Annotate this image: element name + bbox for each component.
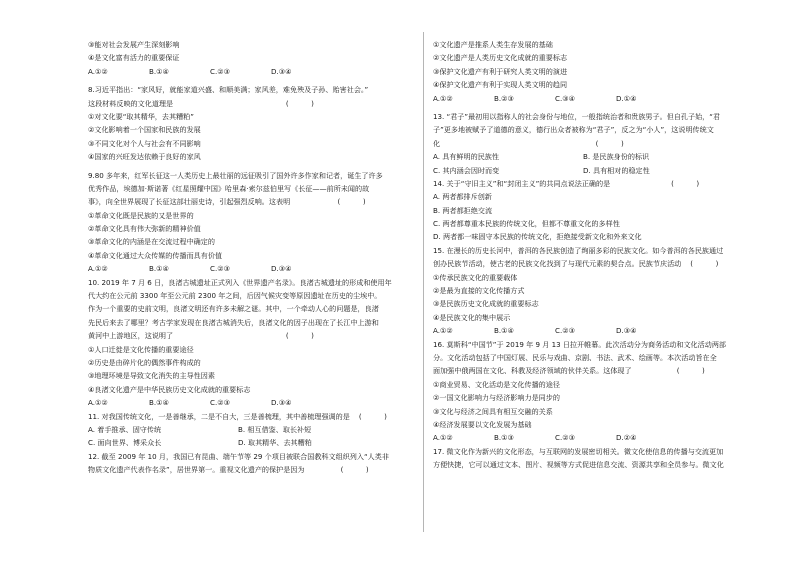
answer-option: D.③④ — [271, 264, 292, 274]
text-line: ②是最为直接的文化传播方式 — [433, 286, 525, 296]
text-line: 14. 关于“守旧主义”和“封闭主义”的共同点说法正确的是 ( ) — [433, 178, 700, 188]
answer-options — [88, 423, 428, 436]
text-line: B. 两者都拒绝交流 — [433, 205, 493, 215]
answer-option: C.②③ — [210, 264, 230, 274]
text-line: 17. 微文化作为新兴的文化形态，与互联网的发展密切相关。微文化使信息的传播与交流更加 — [433, 446, 724, 456]
text-line: ①对文化要“取其精华，去其糟粕” — [88, 111, 194, 121]
answer-option: C.②③ — [210, 398, 230, 408]
answer-option: D.②④ — [616, 433, 637, 443]
text-line: ④良渚文化遗产是中华民族历史文化成就的重要标志 — [88, 384, 251, 394]
answer-option: B.②③ — [494, 93, 514, 103]
text-line: ④革命文化通过大众传媒的传播而具有价值 — [88, 250, 223, 260]
text-line: ④国家的兴旺发达依赖于良好的家风 — [88, 152, 201, 162]
right-column — [433, 38, 773, 472]
column-divider — [423, 32, 424, 532]
answer-option: A.①② — [88, 264, 108, 274]
text-line: 事》，向全世界展现了长征这部壮丽史诗，引起强烈反响。这表明 ( ) — [88, 197, 366, 207]
answer-option: B.①④ — [149, 264, 169, 274]
text-line: ①商业贸易、文化活动是文化传播的途径 — [433, 379, 560, 389]
answer-option: D.③④ — [271, 398, 292, 408]
answer-option: B. 是民族身份的标识 — [583, 152, 650, 162]
answer-option: D. 具有相对的稳定性 — [583, 165, 650, 175]
text-line: ③革命文化的内涵是在交流过程中确定的 — [88, 237, 215, 247]
answer-options — [433, 164, 773, 177]
text-line: ②文化遗产是人类历史文化成就的重要标志 — [433, 53, 568, 63]
text-line: ④经济发展要以文化发展为基础 — [433, 419, 532, 429]
text-line: 16. 莫斯科“中国节”于 2019 年 9 月 13 日拉开帷幕。此次活动分为商务活动和文化活动两部 — [433, 339, 727, 349]
answer-option: A. 具有鲜明的民族性 — [433, 152, 499, 162]
text-line: ②一国文化影响力与经济影响力是同步的 — [433, 393, 560, 403]
text-line: 化 ( ) — [433, 138, 624, 148]
text-line: C. 两者都尊重本民族的传统文化，但都不尊重文化的多样性 — [433, 219, 620, 229]
answer-option: B. 相互借鉴、取长补短 — [238, 424, 312, 434]
answer-option: A.①② — [88, 398, 108, 408]
text-line: ④是文化富有活力的重要保证 — [88, 53, 180, 63]
answer-option: A.①② — [433, 433, 453, 443]
answer-option: B.①④ — [149, 398, 169, 408]
answer-option: D.③④ — [271, 66, 292, 76]
answer-option: B.①③ — [494, 433, 514, 443]
text-line: ②文化影响着一个国家和民族的发展 — [88, 125, 201, 135]
text-line: 物质文化遗产代表作名录”，居世界第一。重视文化遗产的保护是因为 ( ) — [88, 465, 369, 475]
text-line: ①革命文化既是民族的又是世界的 — [88, 210, 194, 220]
text-line: ①传承民族文化的重要载体 — [433, 272, 518, 282]
answer-options — [433, 324, 773, 337]
answer-option: A.①② — [88, 66, 108, 76]
text-line: 13. “君子”最初用以指称人的社会身份与地位，一般指统治者和贵族男子。但自孔子始，“君 — [433, 111, 721, 121]
text-line: ②革命文化具有伟大弥新的精神价值 — [88, 224, 201, 234]
answer-options — [433, 150, 773, 163]
answer-option: D.③④ — [616, 326, 637, 336]
answer-option: C.③④ — [555, 93, 575, 103]
text-line: 11. 对我国传统文化，一是善继承，二是不自大，三是善梳理，其中善梳理强调的是 ( ) — [88, 411, 387, 421]
text-line: 12. 截至 2009 年 10 月，我国已有昆曲、端午节等 29 个项目被联合国教科文组织列入“人类非 — [88, 451, 389, 461]
answer-option: B.①④ — [149, 66, 169, 76]
text-line: 8.习近平指出：“家风好，就能家道兴盛、和顺美满；家风差，难免殃及子孙、贻害社会。” — [88, 85, 369, 95]
answer-options — [433, 431, 773, 444]
text-line: ③地理环境是导致文化消失的主导性因素 — [88, 371, 215, 381]
text-line: 方便快捷，它可以通过文本、图片、视频等方式促进信息交流、资源共享和全员参与。微文化 — [433, 460, 724, 470]
answer-option: C.②③ — [555, 326, 575, 336]
answer-option: C. 其内涵会因时而变 — [433, 165, 500, 175]
answer-options — [88, 396, 428, 409]
text-line: 黄河中上游地区，这说明了 ( ) — [88, 331, 314, 341]
text-line: ③不同文化对个人与社会有不同影响 — [88, 138, 201, 148]
text-line: ①人口迁徙是文化传播的重要途径 — [88, 344, 194, 354]
answer-option: A.①② — [433, 326, 453, 336]
text-line: ②历史是由碎片化的偶然事件构成的 — [88, 357, 201, 367]
text-line: 创办民族节活动，使古老的民族文化找到了与现代元素的契合点。民族节庆活动 ( ) — [433, 259, 719, 269]
text-line: 10. 2019 年 7 月 6 日，良渚古城遗址正式列入《世界遗产名录》。良渚古城遗址的形成和使用年 — [88, 277, 392, 287]
answer-option: A. 着手推承、固守传统 — [88, 424, 162, 434]
left-column — [88, 38, 428, 477]
text-line: D. 两者都一味固守本民族的传统文化，拒绝接受新文化和外来文化 — [433, 232, 642, 242]
text-line: 面加强中俄两国在文化、科教及经济领域的伙伴关系。这体现了 ( ) — [433, 366, 705, 376]
text-line: ③能对社会发展产生深刻影响 — [88, 40, 180, 49]
text-line: ④是民族文化的集中展示 — [433, 312, 511, 322]
answer-option: C.②③ — [555, 433, 575, 443]
answer-options — [88, 262, 428, 275]
text-line: 作为一个重要的史前文明，良渚文明还有许多未解之谜。其中，一个牵动人心的问题是，良渚 — [88, 304, 379, 314]
text-line: ①文化遗产是推系人类生存发展的基础 — [433, 40, 553, 49]
answer-option: D. 取其精华、去其糟粕 — [238, 438, 312, 448]
text-line: 9.80 多年来，红军长征这一人类历史上最壮丽的远征吸引了国外许多作家和记者，诞生了许多 — [88, 170, 383, 180]
text-line: ④保护文化遗产有利于实现人类文明的趋同 — [433, 80, 568, 90]
text-line: 子”更多地被赋予了道德的意义，德行出众者被称为“君子”，反之为“小人”，这说明传统文 — [433, 125, 714, 135]
text-line: A. 两者都排斥创新 — [433, 192, 492, 202]
answer-option: A.①② — [433, 93, 453, 103]
answer-options — [433, 92, 773, 105]
text-line: 优秀作品，埃德加·斯诺著《红星照耀中国》哈里森·索尔兹伯里写《长征——前所未闻的故 — [88, 183, 370, 193]
text-line: 分。文化活动包括了中国灯展、民乐与戏曲、京剧、书法、武术、绘画等。本次活动旨在全 — [433, 352, 717, 362]
text-line: 代大约在公元前 3300 年至公元前 2300 年之间，后因气候灾变等原因遗址在历史的尘埃中。 — [88, 291, 382, 301]
answer-option: D.①④ — [616, 93, 637, 103]
text-line: 15. 在漫长的历史长河中，普洱的各民族创造了绚丽多彩的民族文化。如今普洱的各民族通过 — [433, 245, 724, 255]
answer-option: B.①④ — [494, 326, 514, 336]
text-line: ③保护文化遗产有利于研究人类文明的演进 — [433, 66, 568, 76]
text-line: 这段材料反映的文化道理是 ( ) — [88, 98, 314, 108]
answer-options — [88, 65, 428, 78]
text-line: 先民后来去了哪里？考古学家发现在良渚古城消失后，良渚文化的因子出现在了长江中上游和 — [88, 317, 379, 327]
answer-option: C. 面向世界、博采众长 — [88, 438, 162, 448]
answer-options — [88, 436, 428, 449]
answer-option: C.②③ — [210, 66, 230, 76]
text-line: ③是民族历史文化成就的重要标志 — [433, 299, 539, 309]
text-line: ③文化与经济之间具有相互交融的关系 — [433, 406, 553, 416]
